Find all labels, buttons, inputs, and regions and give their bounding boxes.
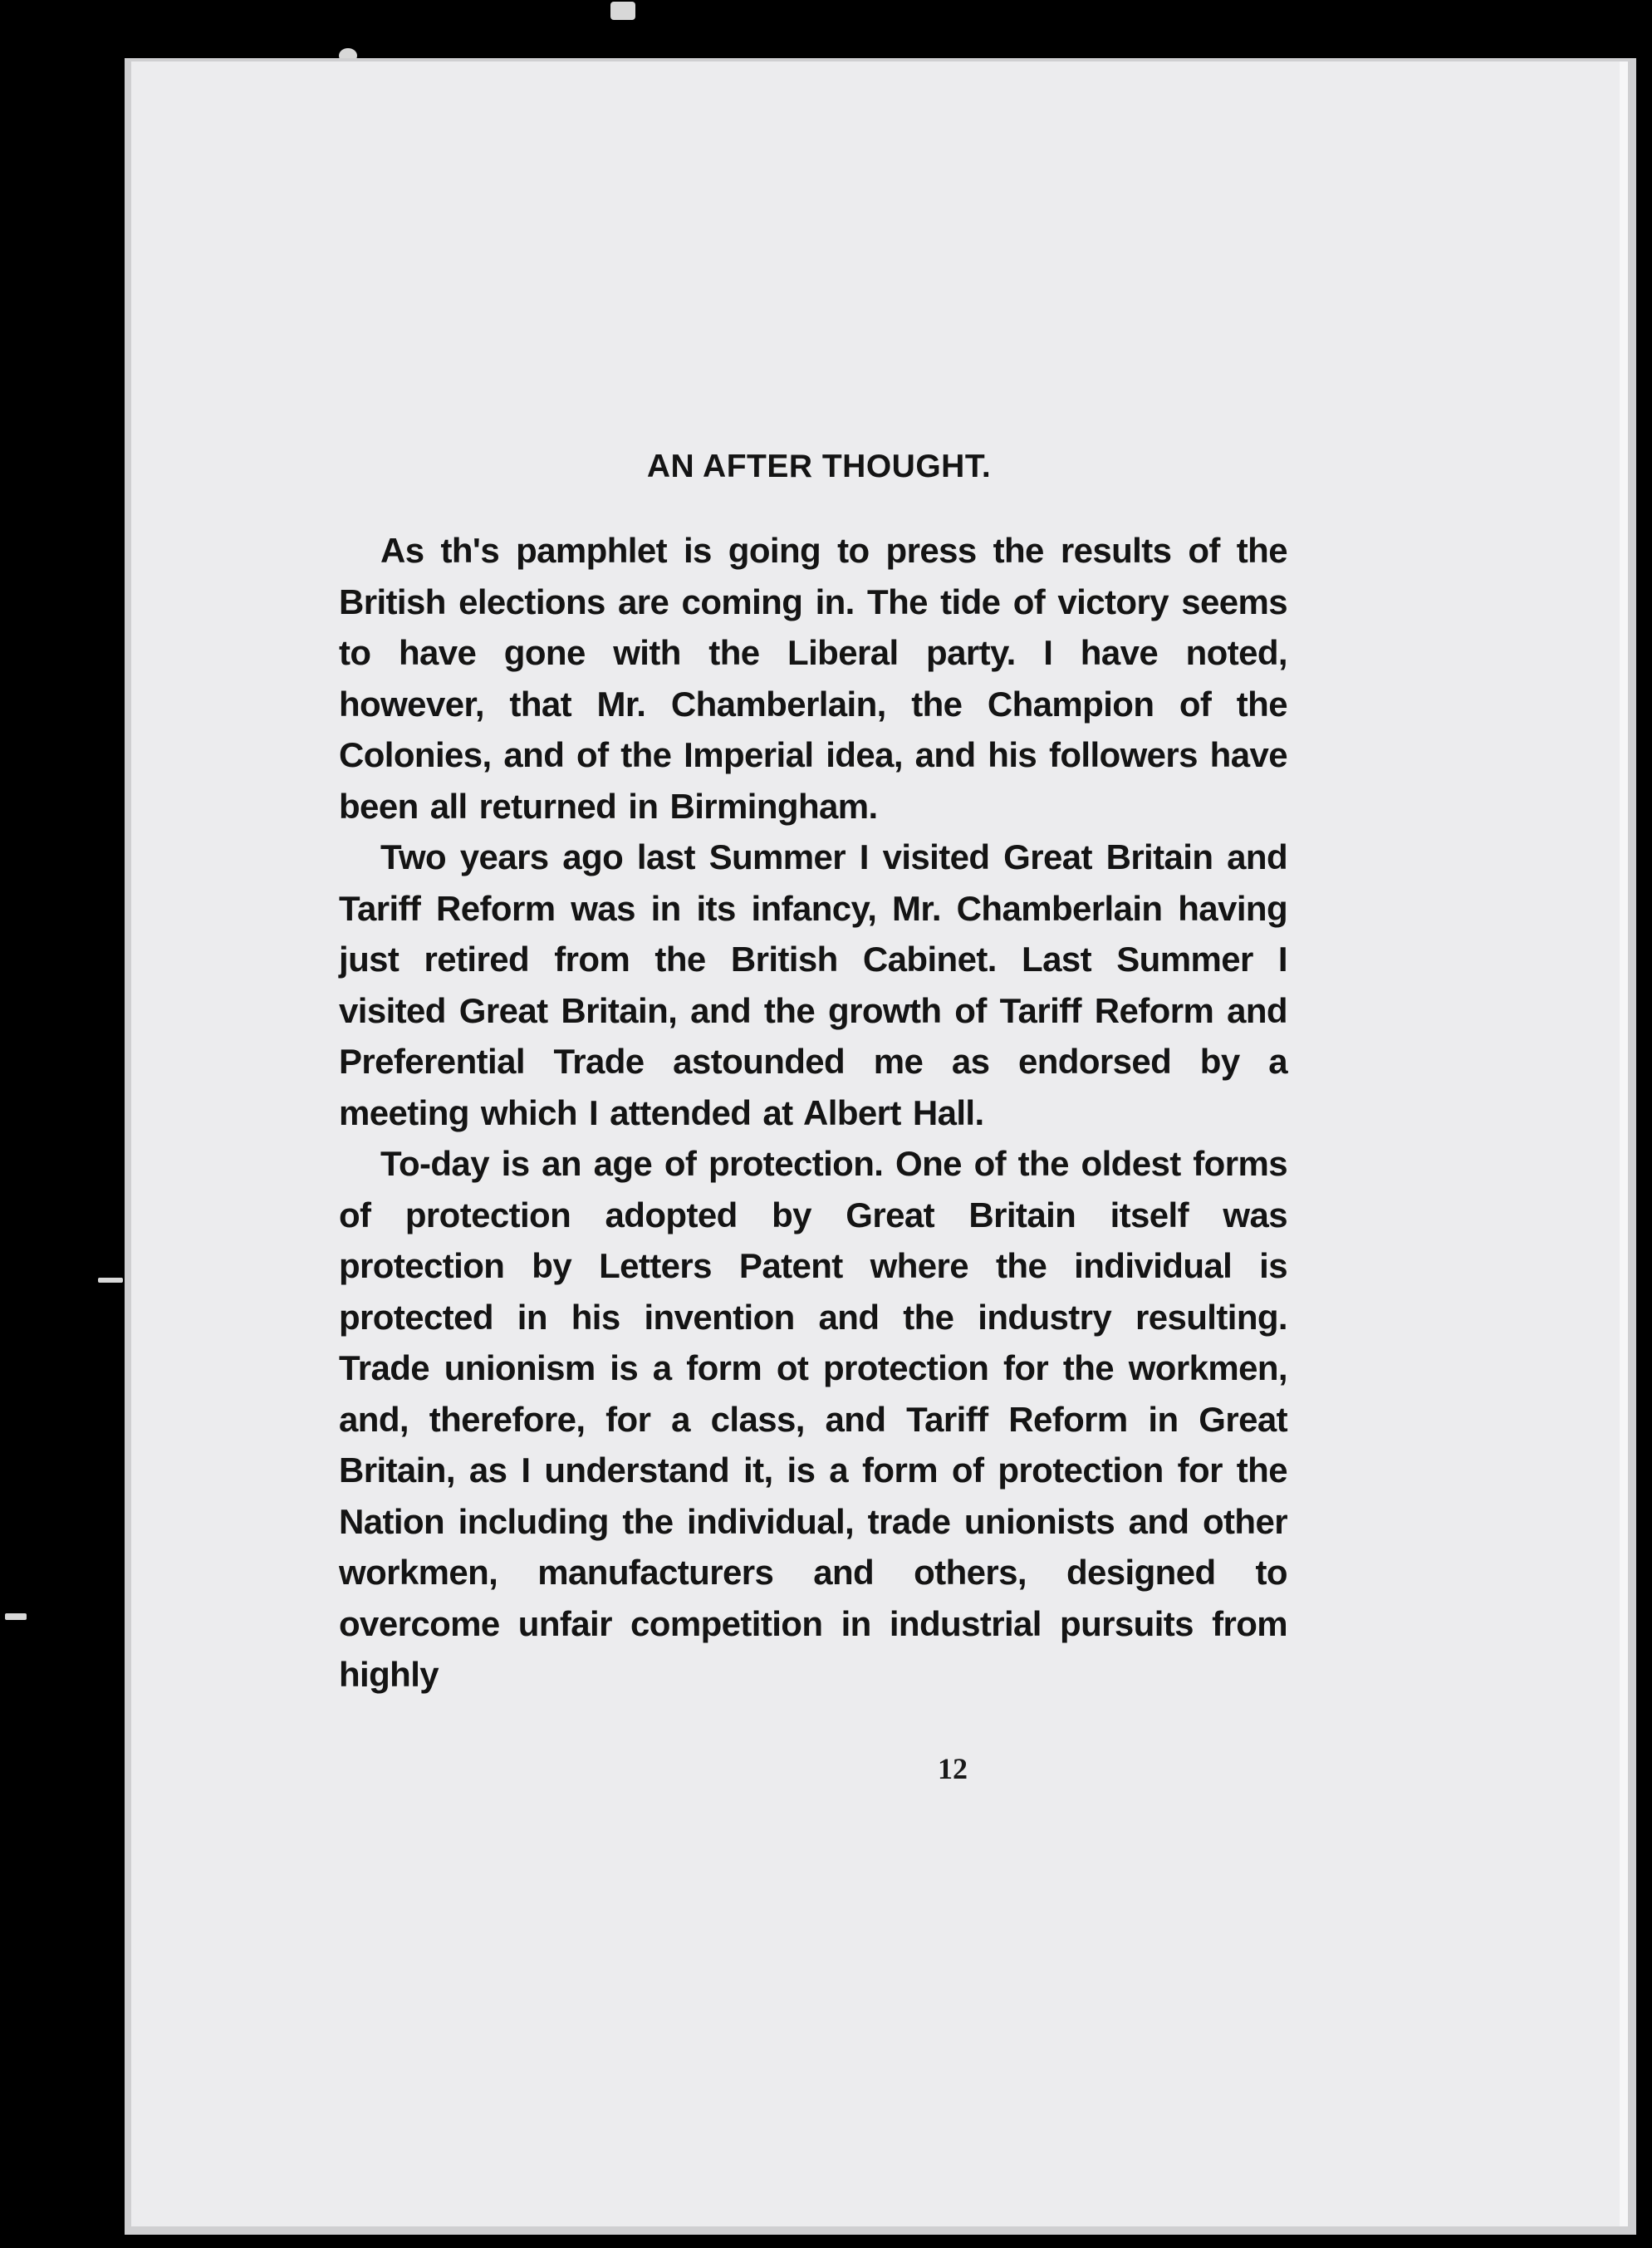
page-heading: AN AFTER THOUGHT.: [646, 449, 992, 484]
document-body: [339, 449, 1287, 1701]
scan-artifact: [610, 2, 635, 20]
scan-artifact: [98, 1278, 123, 1283]
page-number: 12: [938, 1752, 968, 1785]
paragraph-2: Two years ago last Summer I visited Great Britain and Tariff Reform was in its infancy, Mr. Chamberlain having just retired from the British Cabinet. Last Summer I visited Great Britain, and the growth of Tariff Reform and Preferential Trade astounded me as endorsed by a meeting which I attended at Albert Hall.: [339, 837, 1287, 1132]
page-right-edge: [1620, 61, 1628, 2226]
scan-artifact: [5, 1613, 27, 1620]
paragraph-1: As th's pamphlet is going to press the results of the British elections are coming in. The tide of victory seems to have gone with the Liberal party. I have noted, however, that Mr. Chamberlain, the Champion of the Colonies, and of the Imperial idea, and his followers have been all returned in Birmingham.: [339, 531, 1287, 826]
paragraph-3: To-day is an age of protection. One of the oldest forms of protection adopted by Great Britain itself was protection by Letters Patent where the individual is protected in his invention and the industry resulting. Trade unionism is a form ot protection for the workmen, and, therefore, for a class, and Tariff Reform in Great Britain, as I understand it, is a form of protection for the Nation including the individual, trade unionists and other workmen, manufacturers and others, designed to overcome unfair competition in industrial pursuits from highly: [339, 1144, 1287, 1694]
